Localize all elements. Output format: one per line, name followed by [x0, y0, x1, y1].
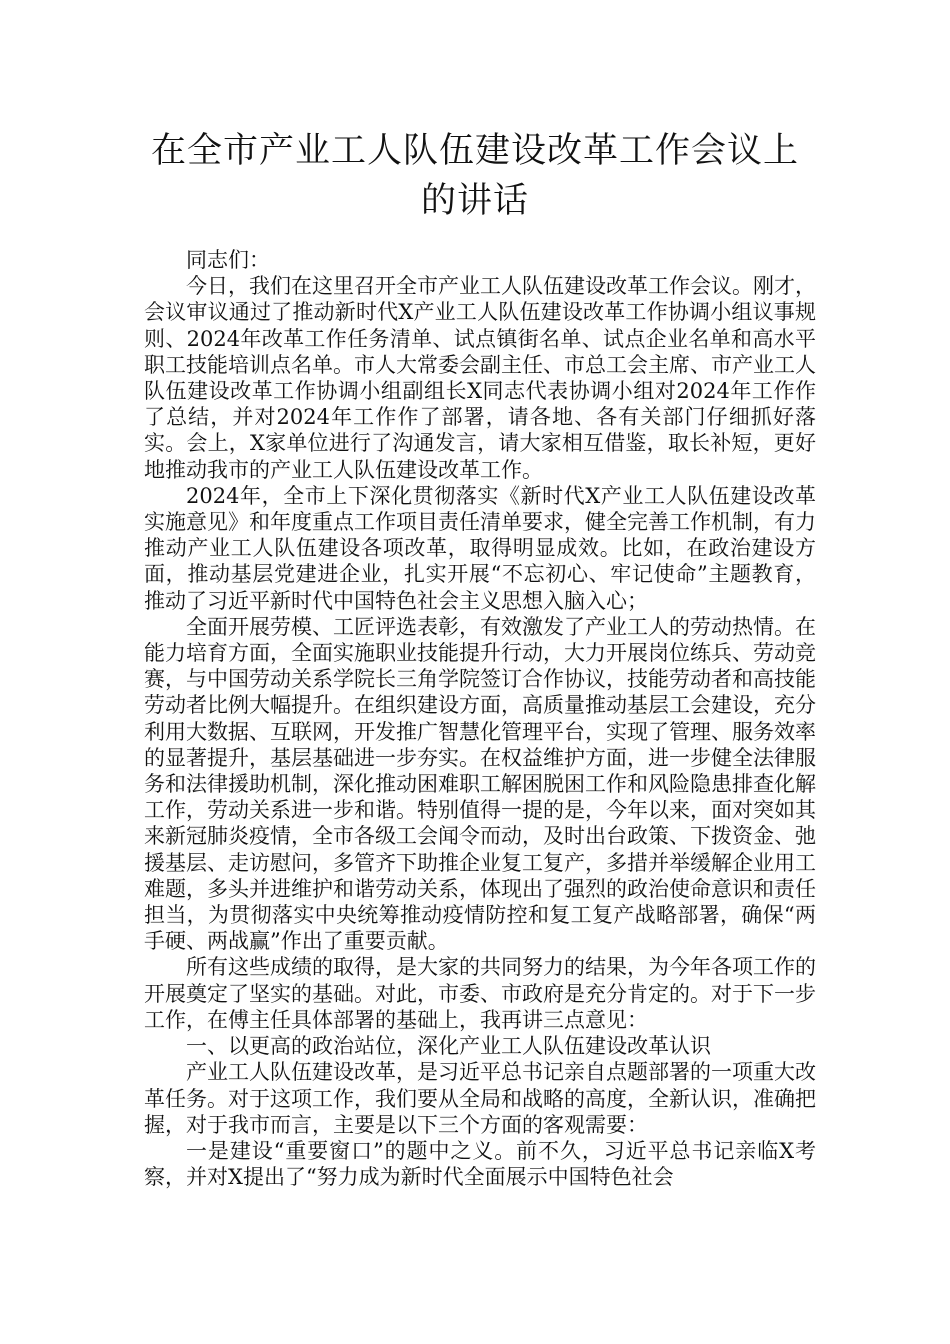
paragraph-1: 今日，我们在这里召开全市产业工人队伍建设改革工作会议。刚才，会议审议通过了推动新时代X产业工人队伍建设改革工作协调小组议事规则、2024年改革工作任务清单、试点镇街名单、试点企业名单和高水平职工技能培训点名单。市人大常委会副主任、市总工会主席、市产业工人队伍建设改革工作协调小组副组长X同志代表协调小组对2024年工作作了总结，并对2024年工作作了部署，请各地、各有关部门仔细抓好落实。会上，X家单位进行了沟通发言，请大家相互借鉴，取长补短，更好地推动我市的产业工人队伍建设改革工作。 — [144, 274, 816, 482]
section-heading-1: 一、以更高的政治站位，深化产业工人队伍建设改革认识 — [186, 1034, 711, 1059]
title-line-2: 的讲话 — [420, 181, 529, 221]
salutation: 同志们： — [186, 248, 270, 272]
document-title — [100, 126, 850, 226]
paragraph-5: 产业工人队伍建设改革，是习近平总书记亲自点题部署的一项重大改革任务。对于这项工作，我们要从全局和战略的高度，全新认识，准确把握，对于我市而言，主要是以下三个方面的客观需要： — [144, 1060, 816, 1137]
paragraph-4: 所有这些成绩的取得，是大家的共同努力的结果，为今年各项工作的开展奠定了坚实的基础。对此，市委、市政府是充分肯定的。对于下一步工作，在傅主任具体部署的基础上，我再讲三点意见： — [144, 955, 816, 1032]
title-line-1: 在全市产业工人队伍建设改革工作会议上 — [150, 131, 799, 171]
paragraph-6: 一是建设“重要窗口”的题中之义。前不久，习近平总书记亲临X考察，并对X提出了“努力成为新时代全面展示中国特色社会 — [144, 1138, 816, 1190]
document-body — [144, 247, 816, 1190]
paragraph-2: 2024年，全市上下深化贯彻落实《新时代X产业工人队伍建设改革实施意见》和年度重点工作项目责任清单要求，健全完善工作机制，有力推动产业工人队伍建设各项改革，取得明显成效。比如，在政治建设方面，推动基层党建进企业，扎实开展“不忘初心、牢记使命”主题教育，推动了习近平新时代中国特色社会主义思想入脑入心； — [144, 483, 816, 613]
paragraph-3: 全面开展劳模、工匠评选表彰，有效激发了产业工人的劳动热情。在能力培育方面，全面实施职业技能提升行动，大力开展岗位练兵、劳动竞赛，与中国劳动关系学院长三角学院签订合作协议，技能劳动者和高技能劳动者比例大幅提升。在组织建设方面，高质量推动基层工会建设，充分利用大数据、互联网，开发推广智慧化管理平台，实现了管理、服务效率的显著提升，基层基础进一步夯实。在权益维护方面，进一步健全法律服务和法律援助机制，深化推动困难职工解困脱困工作和风险隐患排查化解工作，劳动关系进一步和谐。特别值得一提的是，今年以来，面对突如其来新冠肺炎疫情，全市各级工会闻令而动，及时出台政策、下拨资金、弛援基层、走访慰问，多管齐下助推企业复工复产，多措并举缓解企业用工难题，多头并进维护和谐劳动关系，体现出了强烈的政治使命意识和责任担当，为贯彻落实中央统筹推动疫情防控和复工复产战略部署，确保“两手硬、两战赢”作出了重要贡献。 — [144, 614, 816, 954]
